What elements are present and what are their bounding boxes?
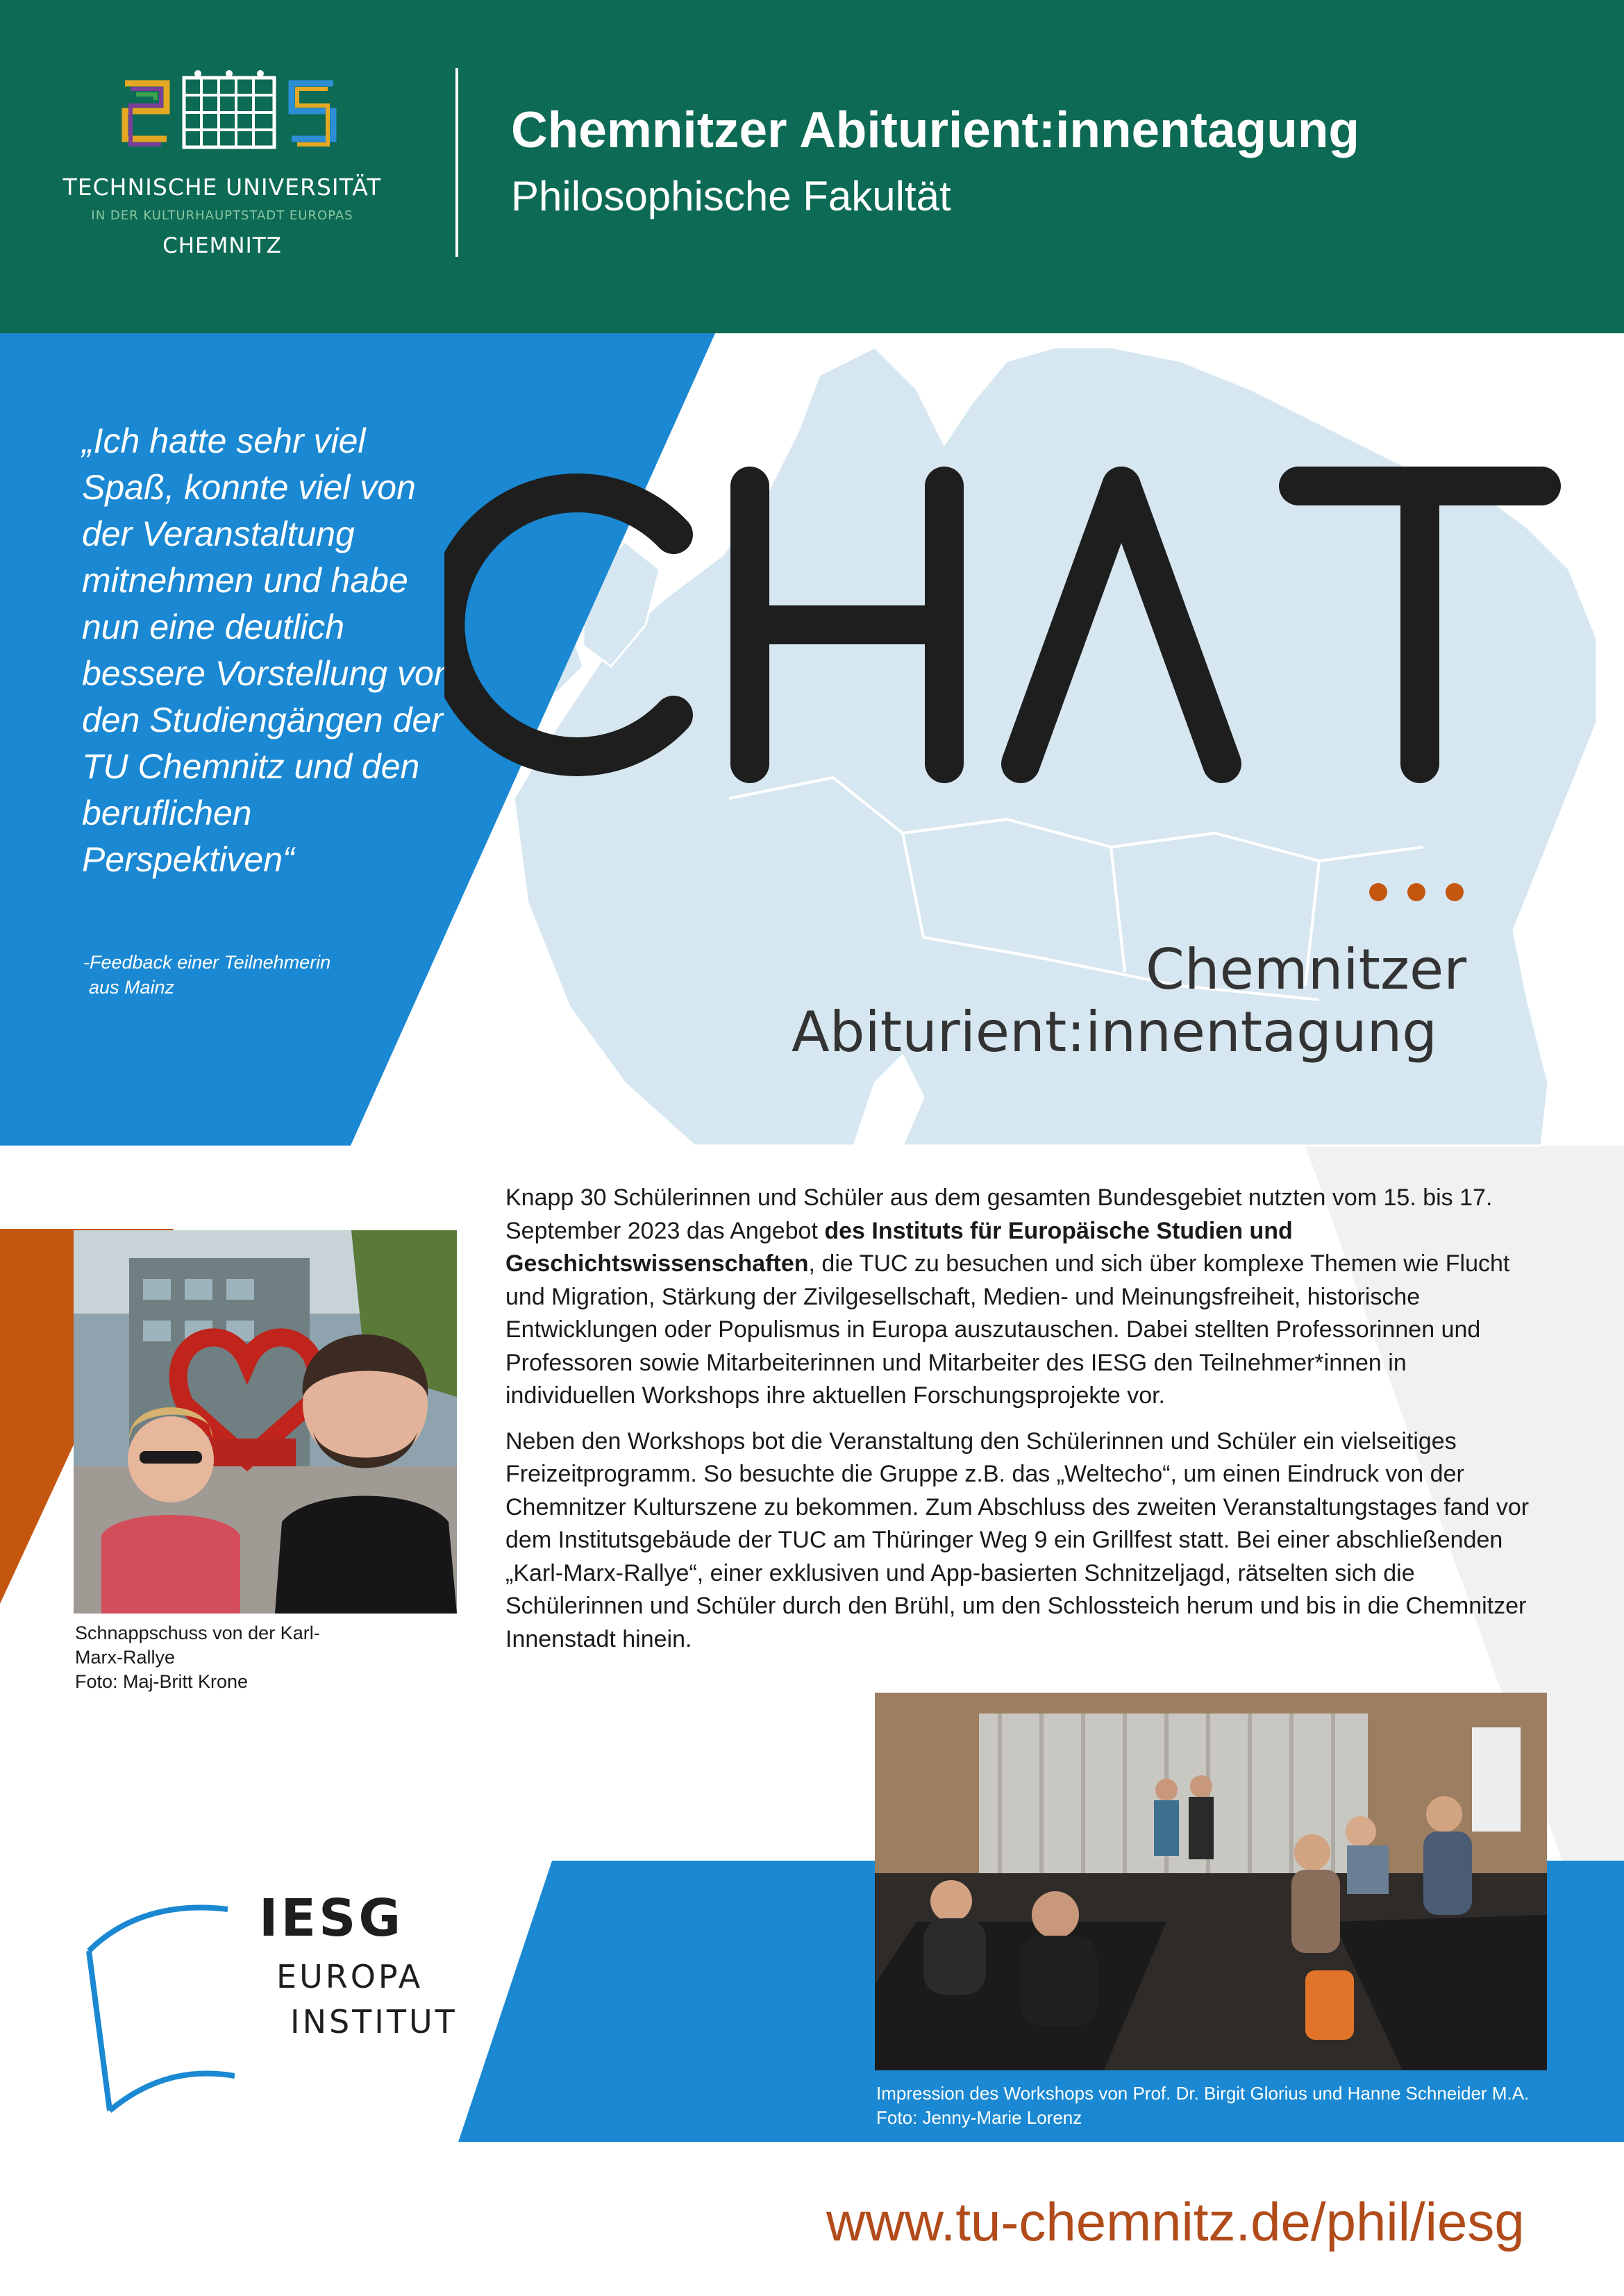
workshop-photo-caption (876, 2081, 1612, 2130)
article-p1-institute: des Instituts für Europäische Studien und Geschichtswissenschaften (505, 1217, 1293, 1277)
article-body (505, 1182, 1540, 1668)
iesg-logo-title: IESG (259, 1888, 404, 1948)
article-paragraph-1 (505, 1182, 1540, 1413)
testimonial-quote: „Ich hatte sehr viel Spaß, konnte viel von der Veranstaltung mitnehmen und habe nun eine deutlich bessere Vorstellung von den Studiengängen der TU Chemnitz und den beruflichen Perspektiven“ (82, 421, 453, 879)
university-tagline: IN DER KULTURHAUPTSTADT EUROPAS (91, 208, 353, 223)
workshop-caption-credit: Foto: Jenny-Marie Lorenz (876, 2107, 1082, 2128)
testimonial-source-line2: aus Mainz (89, 977, 175, 998)
chat-subtitle-line1: Chemnitzer (1146, 937, 1467, 1002)
rallye-caption-line2: Marx-Rallye (75, 1647, 176, 1668)
rallye-photo (74, 1230, 457, 1614)
workshop-caption-line1: Impression des Workshops von Prof. Dr. Birgit Glorius und Hanne Schneider M.A. (876, 2083, 1530, 2104)
university-city: CHEMNITZ (162, 233, 282, 258)
chat-wordmark-icon (444, 458, 1569, 791)
chat-subtitle-line2: Abiturient:innentagung (792, 1000, 1438, 1064)
hero-section (0, 333, 1624, 1146)
testimonial-source-line1: -Feedback einer Teilnehmerin (83, 952, 331, 973)
open-book-icon (82, 1888, 235, 2118)
testimonial-source (83, 950, 417, 1000)
workshop-photo (875, 1693, 1547, 2070)
iesg-logo-line3: INSTITUT (290, 2003, 458, 2041)
university-name: TECHNISCHE UNIVERSITÄT (62, 174, 382, 201)
article-p1-end: , die TUC zu besuchen und sich über komplexe Themen wie Flucht und Migration, Stärkung der Zivilgesellschaft, Medien- und Meinungsfreiheit, historische Entwicklungen oder Populismus in Europa auszutauschen. Dabei stellten Professorinnen und Professoren sowie Mitarbeiterinnen und Mitarbeiter des IESG den Teilnehmer*innen in individuellen Workshops ihre aktuellen Forschungsprojekte vor. (505, 1250, 1510, 1409)
page-subtitle: Philosophische Fakultät (511, 173, 951, 219)
page-title: Chemnitzer Abiturient:innentagung (511, 102, 1360, 158)
iesg-logo (82, 1888, 471, 2118)
article-p1-start: Knapp 30 Schülerinnen und Schüler aus dem gesamten Bundesgebiet nutzten vom 15. bis 17. September 2023 das Angebot (505, 1184, 1493, 1244)
article-paragraph-2: Neben den Workshops bot die Veranstaltung den Schülerinnen und Schüler ein vielseitiges Freizeitprogramm. So besuchte die Gruppe z.B. das „Weltecho“, um einen Eindruck von der Chemnitzer Kulturszene zu bekommen. Zum Abschluss des zweiten Veranstaltungstages fand vor dem Institutsgebäude der TUC am Thüringer Weg 9 ein Grillfest statt. Bei einer abschließenden „Karl-Marx-Rallye“, einer exklusiven und App-basierten Schnitzeljagd, rätselten sich die Schülerinnen und Schüler durch den Brühl, um den Schlossteich herum und bis in die Chemnitzer Innenstadt hinein. (505, 1427, 1530, 1652)
rallye-photo-caption (75, 1621, 401, 1694)
ellipsis-dots-icon (1368, 882, 1465, 903)
website-link[interactable]: www.tu-chemnitz.de/phil/iesg (826, 2191, 1525, 2252)
rallye-caption-line1: Schnappschuss von der Karl- (75, 1623, 320, 1643)
rallye-caption-credit: Foto: Maj-Britt Krone (75, 1671, 249, 1692)
iesg-logo-line2: EUROPA (276, 1958, 424, 1995)
